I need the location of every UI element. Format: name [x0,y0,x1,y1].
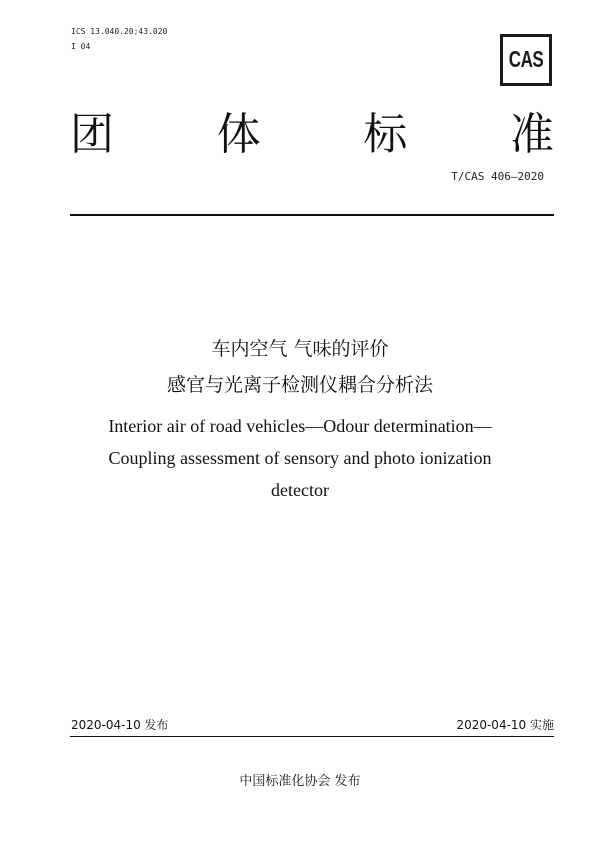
document-type-heading [70,100,554,160]
heading-char-3: 标 [363,109,408,160]
heading-char-2: 体 [216,109,261,160]
header-divider [70,214,554,216]
ccs-code: I 04 [71,42,91,51]
ics-code: ICS 13.040.20;43.020 [71,27,168,36]
chinese-title-line-1: 车内空气 气味的评价 [211,338,389,360]
publisher: 中国标准化协会 发布 [239,774,361,789]
heading-char-4: 准 [509,109,554,160]
publish-date: 2020-04-10 发布 [71,718,169,732]
chinese-title-line-2: 感官与光离子检测仪耦合分析法 [166,374,433,396]
heading-char-1: 团 [70,109,114,160]
english-title: Interior air of road vehicles—Odour determination—Coupling assessment of sensory and photo ionization detector [108,416,492,500]
implement-date: 2020-04-10 实施 [456,718,554,732]
cas-logo [500,34,552,86]
footer-divider [70,736,554,737]
standard-number: T/CAS 406—2020 [451,170,544,183]
cas-logo-text: CAS [508,46,544,73]
